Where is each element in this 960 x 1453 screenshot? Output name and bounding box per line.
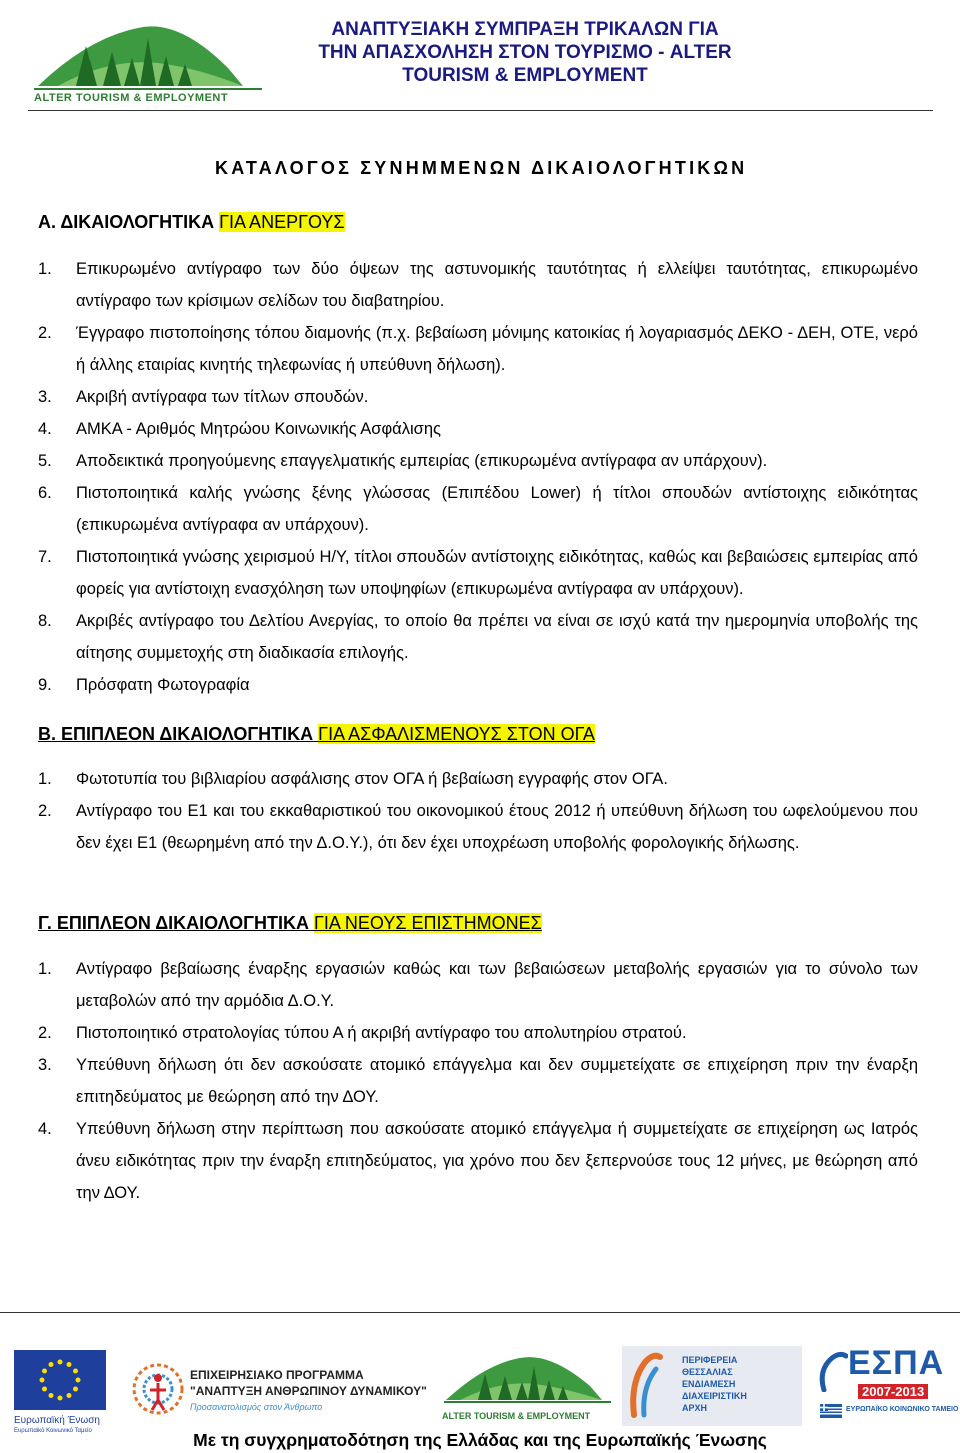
section-b-heading	[38, 724, 595, 745]
region-line-1: ΠΕΡΙΦΕΡΕΙΑ	[682, 1355, 738, 1365]
programme-title: ΕΠΙΧΕΙΡΗΣΙΑΚΟ ΠΡΟΓΡΑΜΜΑ	[190, 1368, 364, 1382]
programme-tagline: Προσανατολισμός στον Άνθρωπο	[190, 1402, 323, 1412]
list-item: 8. Ακριβές αντίγραφο του Δελτίου Ανεργίας, το οποίο θα πρέπει να είναι σε ισχύ κατά την ημερομηνία υποβολής της αίτησης συμμετοχής στη διαδικασία επιλογής.	[38, 612, 918, 662]
region-line-3: ΕΝΔΙΑΜΕΣΗ	[682, 1379, 736, 1389]
list-item: 3. Υπεύθυνη δήλωση ότι δεν ασκούσατε ατομικό επάγγελμα και δεν συμμετείχατε σε επιχείρηση πριν την έναρξη επιτηδεύματος με θεώρηση από την ΔΟΥ.	[38, 1056, 918, 1106]
footer-alter-logo-text: ALTER TOURISM & EMPLOYMENT	[442, 1411, 591, 1421]
region-emblem-icon	[626, 1351, 676, 1421]
list-item: 2. Αντίγραφο του Ε1 και του εκκαθαριστικού του οικονομικού έτους 2012 ή υπεύθυνη δήλωση του ωφελούμενου που δεν έχει Ε1 (θεωρημένη από την Δ.Ο.Υ.), ότι δεν έχει υποχρέωση υποβολής φορολογικής δήλωσης.	[38, 802, 918, 852]
eu-fund-label: Ευρωπαϊκό Κοινωνικό Ταμείο	[14, 1428, 92, 1434]
section-b-prefix: Β. ΕΠΙΠΛΕΟΝ ΔΙΚΑΙΟΛΟΓΗΤΙΚΑ	[38, 724, 319, 744]
header-title-line-3: TOURISM & EMPLOYMENT	[402, 65, 648, 86]
programme-subtitle: "ΑΝΑΠΤΥΞΗ ΑΝΘΡΩΠΙΝΟΥ ΔΥΝΑΜΙΚΟΥ"	[190, 1384, 427, 1398]
greek-flag-icon	[820, 1404, 842, 1418]
list-item: 1. Φωτοτυπία του βιβλιαρίου ασφάλισης στον ΟΓΑ ή βεβαίωση εγγραφής στον ΟΓΑ.	[38, 770, 668, 788]
list-item: 9. Πρόσφατη Φωτογραφία	[38, 676, 250, 694]
header-logo-text: ALTER TOURISM & EMPLOYMENT	[34, 92, 229, 104]
eu-flag-icon	[14, 1350, 106, 1410]
header-title	[290, 18, 760, 87]
list-item: 6. Πιστοποιητικά καλής γνώσης ξένης γλώσσας (Επιπέδου Lower) ή τίτλοι σπουδών αντίστοιχης ειδικότητας (επικυρωμένα αντίγραφα αν υπάρχουν).	[38, 484, 918, 534]
header-divider	[28, 110, 933, 111]
espa-logo	[818, 1344, 959, 1426]
header-title-line-2: ΤΗΝ ΑΠΑΣΧΟΛΗΣΗ ΣΤΟΝ ΤΟΥΡΙΣΜΟ - ALTER	[318, 42, 732, 63]
mountain-trees-small-logo-icon	[440, 1344, 615, 1406]
region-line-5: ΑΡΧΗ	[682, 1403, 708, 1413]
list-item: 4. ΑΜΚΑ - Αριθμός Μητρώου Κοινωνικής Ασφάλισης	[38, 420, 441, 438]
eu-label: Ευρωπαϊκή Ένωση	[14, 1415, 100, 1426]
region-line-4: ΔΙΑΧΕΙΡΙΣΤΙΚΗ	[682, 1391, 747, 1401]
footer-alter-logo	[440, 1344, 615, 1426]
section-c-heading	[38, 913, 542, 934]
eu-logo	[14, 1350, 114, 1434]
list-item: 5. Αποδεικτικά προηγούμενης επαγγελματικής εμπειρίας (επικυρωμένα αντίγραφα αν υπάρχουν).	[38, 452, 768, 470]
list-item: 7. Πιστοποιητικά γνώσης χειρισμού Η/Υ, τίτλοι σπουδών αντίστοιχης ειδικότητας, καθώς και βεβαιώσεις εμπειρίας από φορείς για αντίστοιχη ενασχόληση των υποψηφίων (επικυρωμένα αντίγραφα αν υπάρχουν).	[38, 548, 918, 598]
list-item: 2. Έγγραφο πιστοποίησης τόπου διαμονής (π.χ. βεβαίωση μόνιμης κατοικίας ή λογαριασμός ΔΕΚΟ - ΔΕΗ, ΟΤΕ, νερό ή άλλης εταιρίας κινητής τηλεφωνίας ή υπεύθυνη δήλωση).	[38, 324, 918, 374]
espa-fund: ΕΥΡΩΠΑΪΚΟ ΚΟΙΝΩΝΙΚΟ ΤΑΜΕΙΟ	[846, 1406, 959, 1413]
section-b-highlight: ΓΙΑ ΑΣΦΑΛΙΣΜΕΝΟΥΣ ΣΤΟΝ ΟΓΑ	[318, 724, 595, 744]
region-line-2: ΘΕΣΣΑΛΙΑΣ	[682, 1367, 733, 1377]
section-c-highlight: ΓΙΑ ΝΕΟΥΣ ΕΠΙΣΤΗΜΟΝΕΣ	[314, 913, 542, 933]
list-item: 2. Πιστοποιητικό στρατολογίας τύπου Α ή ακριβή αντίγραφο του απολυτηρίου στρατού.	[38, 1024, 687, 1042]
section-a-prefix: Α. ΔΙΚΑΙΟΛΟΓΗΤΙΚΑ	[38, 212, 220, 232]
section-a-heading	[38, 212, 345, 233]
footer-divider	[0, 1312, 960, 1313]
list-item: 3. Ακριβή αντίγραφα των τίτλων σπουδών.	[38, 388, 369, 406]
section-c-prefix: Γ. ΕΠΙΠΛΕΟΝ ΔΙΚΑΙΟΛΟΓΗΤΙΚΑ	[38, 913, 314, 933]
document-title: ΚΑΤΑΛΟΓΟΣ ΣΥΝΗΜΜΕΝΩΝ ΔΙΚΑΙΟΛΟΓΗΤΙΚΩΝ	[215, 158, 748, 178]
operational-programme-logo	[132, 1354, 427, 1424]
cofunding-statement: Με τη συγχρηματοδότηση της Ελλάδας και της Ευρωπαϊκής Ένωσης	[193, 1430, 767, 1450]
section-a-highlight: ΓΙΑ ΑΝΕΡΓΟΥΣ	[219, 212, 345, 232]
list-item: 4. Υπεύθυνη δήλωση στην περίπτωση που ασκούσατε ατομικό επάγγελμα ή συμμετείχατε σε επιχείρηση ως Ιατρός άνευ ειδικότητας πριν την έναρξη επιτηδεύματος, για χρόνο που δεν ξεπερνούσε τους 12 μήνες, με θεώρηση από την ΔΟΥ.	[38, 1120, 918, 1202]
list-item: 1. Αντίγραφο βεβαίωσης έναρξης εργασιών καθώς και των βεβαιώσεων μεταβολής εργασιών για το σύνολο των μεταβολών από την αρμόδια Δ.Ο.Υ.	[38, 960, 918, 1010]
espa-years: 2007-2013	[858, 1384, 928, 1399]
header-logo	[28, 8, 268, 108]
header-title-line-1: ΑΝΑΠΤΥΞΙΑΚΗ ΣΥΜΠΡΑΞΗ ΤΡΙΚΑΛΩΝ ΓΙΑ	[331, 19, 719, 40]
programme-emblem-icon	[132, 1358, 184, 1420]
espa-title: ΕΣΠΑ	[848, 1344, 945, 1382]
list-item: 1. Επικυρωμένο αντίγραφο των δύο όψεων της αστυνομικής ταυτότητας ή ελλείψει ταυτότητας, επικυρωμένο αντίγραφο των κρίσιμων σελίδων του διαβατηρίου.	[38, 260, 918, 310]
region-thessaly-logo	[622, 1346, 802, 1426]
espa-swirl-icon	[818, 1350, 848, 1392]
